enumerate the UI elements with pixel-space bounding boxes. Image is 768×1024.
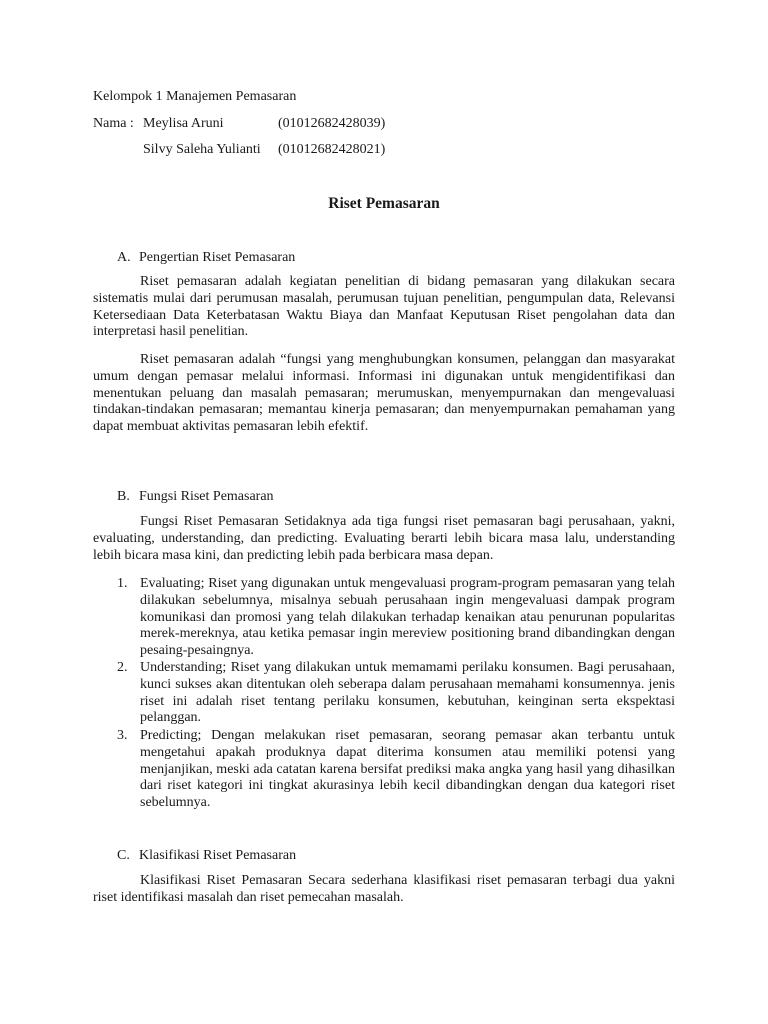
group-line: Kelompok 1 Manajemen Pemasaran bbox=[93, 89, 297, 104]
member-name: Silvy Saleha Yulianti bbox=[143, 142, 261, 157]
paragraph: Klasifikasi Riset Pemasaran Secara sederhana klasifikasi riset pemasaran terbagi dua yakni riset identifikasi masalah dan riset pemecahan masalah. bbox=[93, 873, 675, 905]
list-text: Evaluating; Riset yang digunakan untuk mengevaluasi program-program pemasaran yang telah dilakukan sebelumnya, misalnya sebuah perusahaan ingin mengevaluasi dampak program komunikasi dan promosi yang telah dilakukan terhadap kenaikan atau penurunan popularitas merek-mereknya, atau ketika pemasar ingin mereview positioning brand dibandingkan dengan pesaing-pesaingnya. bbox=[140, 576, 675, 659]
paragraph: Fungsi Riset Pemasaran Setidaknya ada tiga fungsi riset pemasaran bagi perusahaan, yakni, evaluating, understanding, dan predicting. Evaluating berarti lebih bicara masa lalu, understanding lebih bicara masa kini, dan predicting lebih pada berbicara masa depan. bbox=[93, 514, 675, 563]
list-item bbox=[117, 660, 675, 727]
list-number: 3. bbox=[117, 728, 128, 743]
list-text: Understanding; Riset yang dilakukan untuk memamami perilaku konsumen. Bagi perusahaan, kunci sukses akan ditentukan oleh seberapa dalam perusahaan memahami konsumennya. jenis riset ini adalah riset tentang perilaku konsumen, kebutuhan, keinginan serta ekspektasi pelanggan. bbox=[140, 660, 675, 726]
section-title: Klasifikasi Riset Pemasaran bbox=[139, 848, 297, 863]
section-heading-b bbox=[117, 488, 274, 506]
list-item bbox=[117, 728, 675, 812]
section-title: Fungsi Riset Pemasaran bbox=[139, 489, 274, 504]
section-title: Pengertian Riset Pemasaran bbox=[139, 250, 296, 265]
paragraph: Riset pemasaran adalah kegiatan penelitian di bidang pemasaran yang dilakukan secara sistematis mulai dari perumusan masalah, perumusan tujuan penelitian, pengumpulan data, Relevansi Ketersediaan Data Keterbatasan Waktu Biaya dan Manfaat Keputusan Riset pengolahan data dan interpretasi hasil penelitian. bbox=[93, 274, 675, 340]
list-item bbox=[117, 576, 675, 660]
member-name: Meylisa Aruni bbox=[143, 116, 224, 131]
name-label: Nama : bbox=[93, 116, 138, 131]
paragraph: Riset pemasaran adalah “fungsi yang menghubungkan konsumen, pelanggan dan masyarakat umum dengan pemasar melalui informasi. Informasi ini digunakan untuk mengidentifikasi dan menentukan peluang dan masalah pemasaran; merumuskan, menyempurnakan dan mengevaluasi tindakan-tindakan pemasaran; memantau kinerja pemasaran; dan menyempurnakan pemahaman yang dapat membuat aktivitas pemasaran lebih efektif. bbox=[93, 352, 675, 435]
member-nim: (01012682428021) bbox=[278, 142, 386, 157]
section-letter: C. bbox=[117, 848, 130, 863]
document-title: Riset Pemasaran bbox=[328, 195, 440, 212]
list-number: 1. bbox=[117, 576, 128, 591]
section-letter: B. bbox=[117, 489, 130, 504]
list-text: Predicting; Dengan melakukan riset pemasaran, seorang pemasar akan terbantu untuk mengetahui apakah produknya dapat diterima konsumen atau memiliki potensi yang menjanjikan, meski ada catatan karena bersifat prediksi maka angka yang hasil yang dihasilkan dari riset kategori ini tingkat akurasinya lebih kecil dibandingkan dengan dua kategori riset sebelumnya. bbox=[140, 728, 675, 811]
section-heading-a bbox=[117, 249, 295, 267]
section-letter: A. bbox=[117, 250, 131, 265]
section-heading-c bbox=[117, 847, 296, 865]
member-nim: (01012682428039) bbox=[278, 116, 386, 131]
list-number: 2. bbox=[117, 660, 128, 675]
